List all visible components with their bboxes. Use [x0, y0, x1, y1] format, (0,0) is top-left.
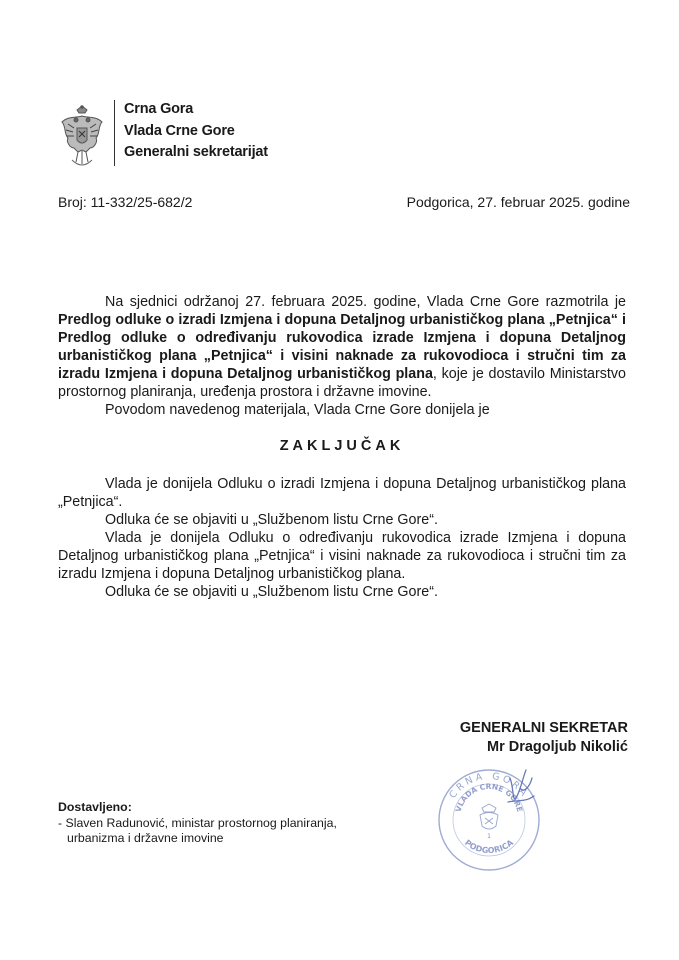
conclusion-item-4: Odluka će se objaviti u „Službenom listu Crne Gore“.	[105, 584, 438, 600]
stamp-top-text: CRNA GORA	[447, 770, 531, 801]
country-name: Crna Gora	[124, 101, 194, 117]
conclusion-item-1: Vlada je donijela Odluku o izradi Izmjena i dopuna Detaljnog urbanističkog plana „Petnjica“.	[58, 476, 626, 510]
coat-of-arms-icon	[58, 104, 106, 176]
intro-text-end: , koje je dostavilo Ministarstvo prostornog planiranja, uređenja prostora i državne imovine.	[58, 366, 626, 400]
official-stamp-icon	[430, 758, 548, 876]
decision-intro: Povodom navedenog materijala, Vlada Crne Gore donijela je	[105, 402, 490, 418]
letterhead-divider	[114, 100, 115, 166]
document-body	[58, 293, 626, 601]
signature-block	[400, 719, 628, 757]
letterhead-text	[124, 96, 268, 164]
distribution-recipient-cont: urbanizma i državne imovine	[67, 831, 224, 845]
intro-text-start: Na sjednici održanoj 27. februara 2025. godine, Vlada Crne Gore razmotrila je	[105, 294, 626, 310]
intro-proposal-title: Predlog odluke o izradi Izmjena i dopuna Detaljnog urbanističkog plana „Petnjica“ i Predlog odluke o određivanju rukovodica izrade Izmjena i dopuna Detaljnog urbanističkog plana „Petnjica“ i visini naknade za rukovodioca i stručni tim za izradu Izmjena i dopuna Detaljnog urbanističkog plana	[58, 312, 626, 382]
signatory-title: GENERALNI SEKRETAR	[459, 720, 628, 736]
signatory-name: Mr Dragoljub Nikolić	[487, 739, 628, 755]
distribution-list	[58, 800, 337, 847]
svg-text:PODGORICA	[463, 838, 516, 856]
document-number: Broj: 11-332/25-682/2	[58, 194, 193, 210]
office-name: Generalni sekretarijat	[124, 144, 268, 160]
letterhead	[58, 96, 268, 176]
conclusion-item-2: Odluka će se objaviti u „Službenom listu Crne Gore“.	[105, 512, 438, 528]
distribution-recipient: - Slaven Radunović, ministar prostornog planiranja,	[58, 815, 337, 830]
stamp-bottom-text: PODGORICA	[462, 838, 516, 856]
government-name: Vlada Crne Gore	[124, 122, 235, 139]
conclusion-item-3: Vlada je donijela Odluku o određivanju rukovodica izrade Izmjena i dopuna Detaljnog urbanističkog plana „Petnjica“ i visini naknade za rukovodioca i stručni tim za izradu Izmjena i dopuna Detaljnog urbanističkog plana.	[58, 530, 626, 582]
conclusion-heading: ZAKLJUČAK	[279, 438, 405, 454]
stamp-middle-text: VLADA CRNE GORE	[453, 781, 525, 814]
distribution-title: Dostavljeno:	[58, 800, 132, 814]
reference-line	[58, 194, 630, 210]
place-and-date: Podgorica, 27. februar 2025. godine	[406, 194, 630, 210]
intro-paragraph	[58, 293, 626, 401]
stamp-number: 1	[487, 833, 491, 840]
